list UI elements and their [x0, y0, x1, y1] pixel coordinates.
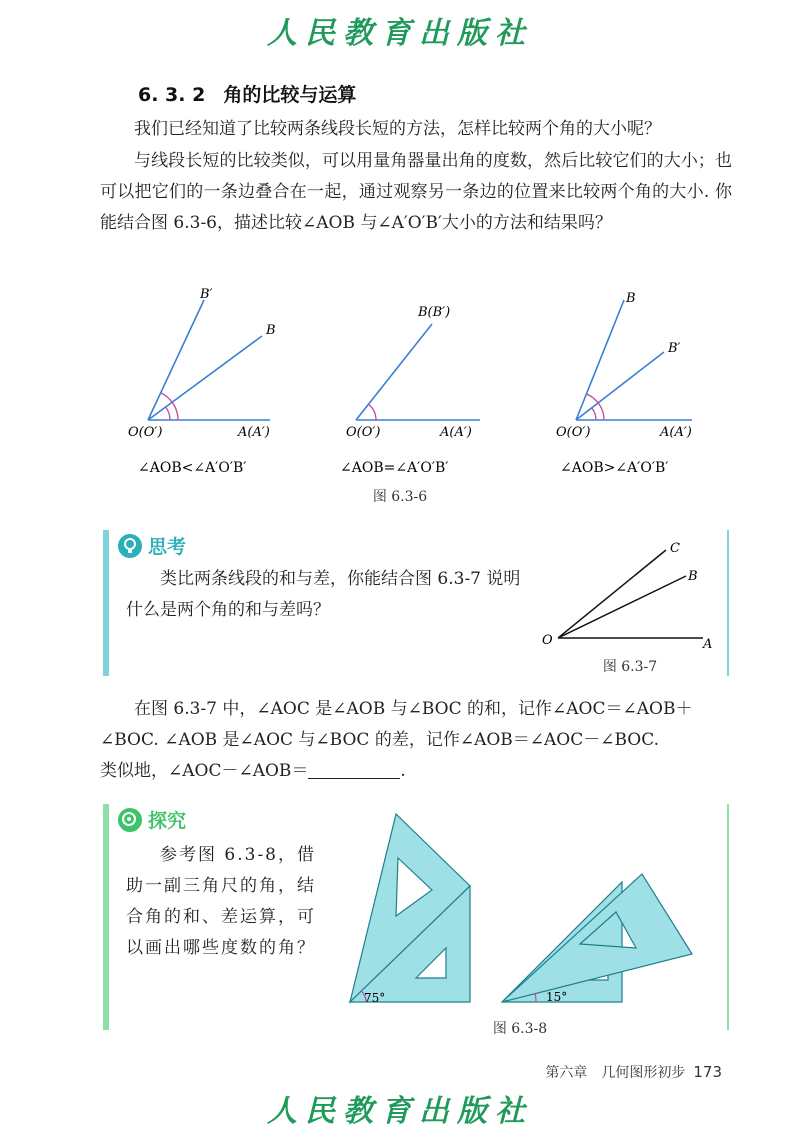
- explore-heading: [118, 806, 186, 833]
- figure-6-3-6: [120, 282, 720, 482]
- label-b-b-prime: B(B′): [418, 305, 451, 320]
- ray-ob: [356, 324, 432, 420]
- explore-text: 参考图 6.3-8，借助一副三角尺的角，结合角的和、差运算，可以画出哪些度数的角？: [126, 845, 316, 958]
- label-a: A(A′): [440, 425, 472, 440]
- think-box-bar: [103, 530, 109, 676]
- page-footer: [545, 1062, 722, 1082]
- label-b: B: [626, 291, 636, 306]
- label-b: B: [266, 323, 276, 338]
- relation-less: ∠AOB<∠A′O′B′: [138, 460, 247, 476]
- section-title-text: 角的比较与运算: [223, 84, 357, 106]
- explore-box-rule: [727, 804, 729, 1030]
- arc-aob: [166, 407, 170, 420]
- think-text: 类比两条线段的和与差，你能结合图 6.3-7 说明什么是两个角的和与差吗？: [126, 569, 521, 620]
- ray-ob: [148, 336, 262, 420]
- label-a: A: [703, 637, 713, 648]
- angle-75-label: 75°: [364, 991, 386, 1005]
- figure-6-3-7-caption: 图 6.3-7: [602, 659, 658, 675]
- header-brand: 人民教育出版社: [267, 16, 533, 51]
- arc-aob: [368, 404, 376, 420]
- think-heading-text: 思考: [148, 536, 187, 558]
- footer-chapter: 第六章 几何图形初步: [545, 1065, 686, 1081]
- label-b-prime: B′: [668, 341, 681, 356]
- page-number: 173: [693, 1063, 722, 1081]
- intro-paragraph-2: 与线段长短的比较类似，可以用量角器量出角的度数，然后比较它们的大小；也可以把它们的一条边叠合在一起，通过观察另一条边的位置来比较两个角的大小. 你能结合图 6.3-6，描述比较∠AOB 与∠A′O′B′大小的方法和结果吗？: [100, 151, 732, 233]
- lightbulb-icon: [118, 534, 142, 558]
- explore-heading-text: 探究: [148, 810, 187, 832]
- label-a: A(A′): [660, 425, 692, 440]
- figure-6-3-7: [538, 538, 718, 648]
- section-number: 6. 3. 2: [138, 84, 206, 106]
- label-o: O(O′): [346, 425, 381, 440]
- relation-greater: ∠AOB>∠A′O′B′: [560, 460, 669, 476]
- ray-ob-prime: [148, 300, 204, 420]
- figure-panel-less: [128, 287, 276, 440]
- intro-paragraph-1: 我们已经知道了比较两条线段长短的方法，怎样比较两个角的大小呢？: [134, 119, 661, 139]
- label-o: O: [542, 633, 553, 648]
- label-c: C: [670, 541, 680, 556]
- figure-6-3-6-caption: 图 6.3-6: [372, 489, 428, 505]
- explore-box-bar: [103, 804, 109, 1030]
- figure-panel-greater: [556, 291, 692, 440]
- footer-brand: 人民教育出版社: [267, 1094, 533, 1129]
- label-b: B: [688, 569, 698, 584]
- sum-diff-line-1: 在图 6.3-7 中，∠AOC 是∠AOB 与∠BOC 的和，记作∠AOC＝∠AOB＋: [134, 699, 693, 719]
- arc-aob-prime: [592, 408, 596, 420]
- label-o: O(O′): [128, 425, 163, 440]
- figure-panel-equal: [346, 305, 480, 440]
- label-a: A(A′): [238, 425, 270, 440]
- figure-6-3-8-caption: 图 6.3-8: [492, 1021, 548, 1037]
- sum-diff-line-2: ∠BOC. ∠AOB 是∠AOC 与∠BOC 的差，记作∠AOB＝∠AOC－∠BOC.: [100, 730, 660, 750]
- sum-diff-line-3-end: .: [400, 761, 406, 781]
- figure-6-3-8: [346, 808, 696, 1008]
- think-heading: [118, 532, 186, 559]
- think-box-rule: [727, 530, 729, 676]
- angle-15-label: 15°: [546, 990, 568, 1004]
- label-b-prime: B′: [200, 287, 213, 302]
- section-title: [138, 80, 356, 107]
- sum-diff-line-3-text: 类似地，∠AOC－∠AOB＝: [100, 761, 309, 781]
- explore-icon: [118, 808, 142, 832]
- label-o: O(O′): [556, 425, 591, 440]
- relation-equal: ∠AOB=∠A′O′B′: [340, 460, 449, 476]
- sum-diff-line-3: [100, 756, 732, 787]
- answer-blank[interactable]: [308, 759, 400, 779]
